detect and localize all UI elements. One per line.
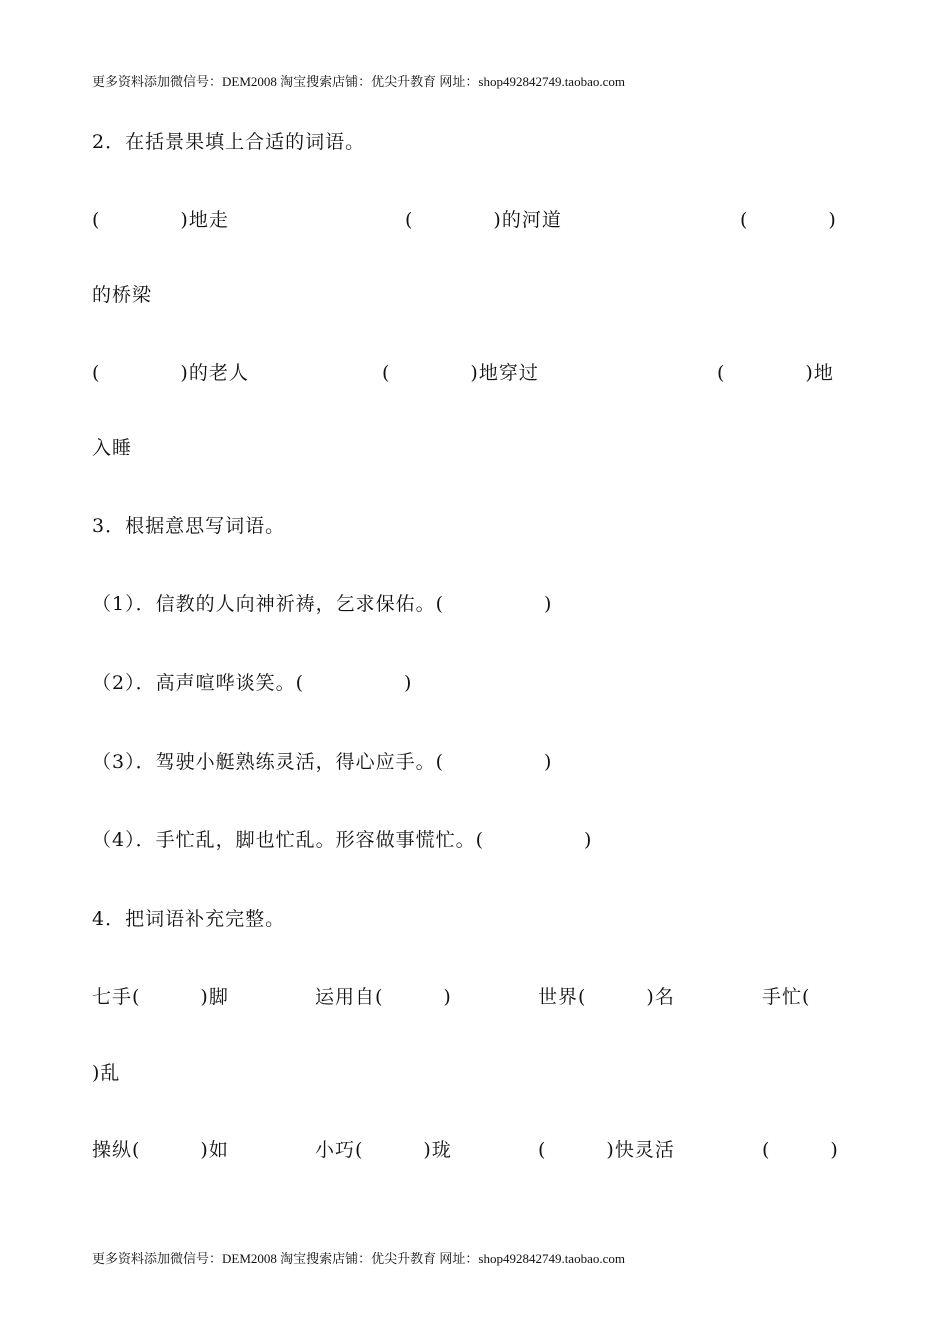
q2-blank-1: ( )地走	[92, 209, 229, 231]
q4-blank-4-wrap: )乱	[92, 1062, 121, 1084]
q4-blank-5: 操纵( )如	[92, 1139, 229, 1161]
q2-blank-3-wrap: 的桥梁	[92, 284, 153, 306]
q4-blank-1: 七手( )脚	[92, 986, 229, 1008]
question-3-title: 3．根据意思写词语。	[92, 515, 286, 537]
q4-blank-2: 运用自( )	[315, 986, 452, 1008]
q2-blank-2: ( )的河道	[405, 209, 562, 231]
q3-item-2: （2）．高声喧哗谈笑。( )	[92, 672, 413, 694]
q3-item-3: （3）．驾驶小艇熟练灵活，得心应手。( )	[92, 751, 553, 773]
q3-item-4: （4）．手忙乱，脚也忙乱。形容做事慌忙。( )	[92, 829, 593, 851]
page-footer: 更多资料添加微信号：DEM2008 淘宝搜索店铺：优尖升教育 网址：shop492842749.taobao.com	[92, 1251, 625, 1266]
q2-blank-5: ( )地穿过	[382, 362, 539, 384]
question-2-title: 2．在括景果填上合适的词语。	[92, 131, 366, 153]
q4-blank-6: 小巧( )珑	[315, 1139, 452, 1161]
q2-blank-6-wrap: 入睡	[92, 437, 133, 459]
q2-blank-6: ( )地	[717, 362, 834, 384]
q4-blank-3: 世界( )名	[538, 986, 675, 1008]
q3-item-1: （1）．信教的人向神祈祷，乞求保佑。( )	[92, 593, 553, 615]
q4-blank-8: ( )	[762, 1139, 839, 1161]
question-4-title: 4．把词语补充完整。	[92, 908, 286, 930]
q2-blank-3: ( )	[740, 209, 837, 231]
q4-blank-4: 手忙(	[762, 986, 811, 1008]
page-header: 更多资料添加微信号：DEM2008 淘宝搜索店铺：优尖升教育 网址：shop492842749.taobao.com	[92, 74, 625, 89]
q4-blank-7: ( )快灵活	[538, 1139, 675, 1161]
q2-blank-4: ( )的老人	[92, 362, 249, 384]
